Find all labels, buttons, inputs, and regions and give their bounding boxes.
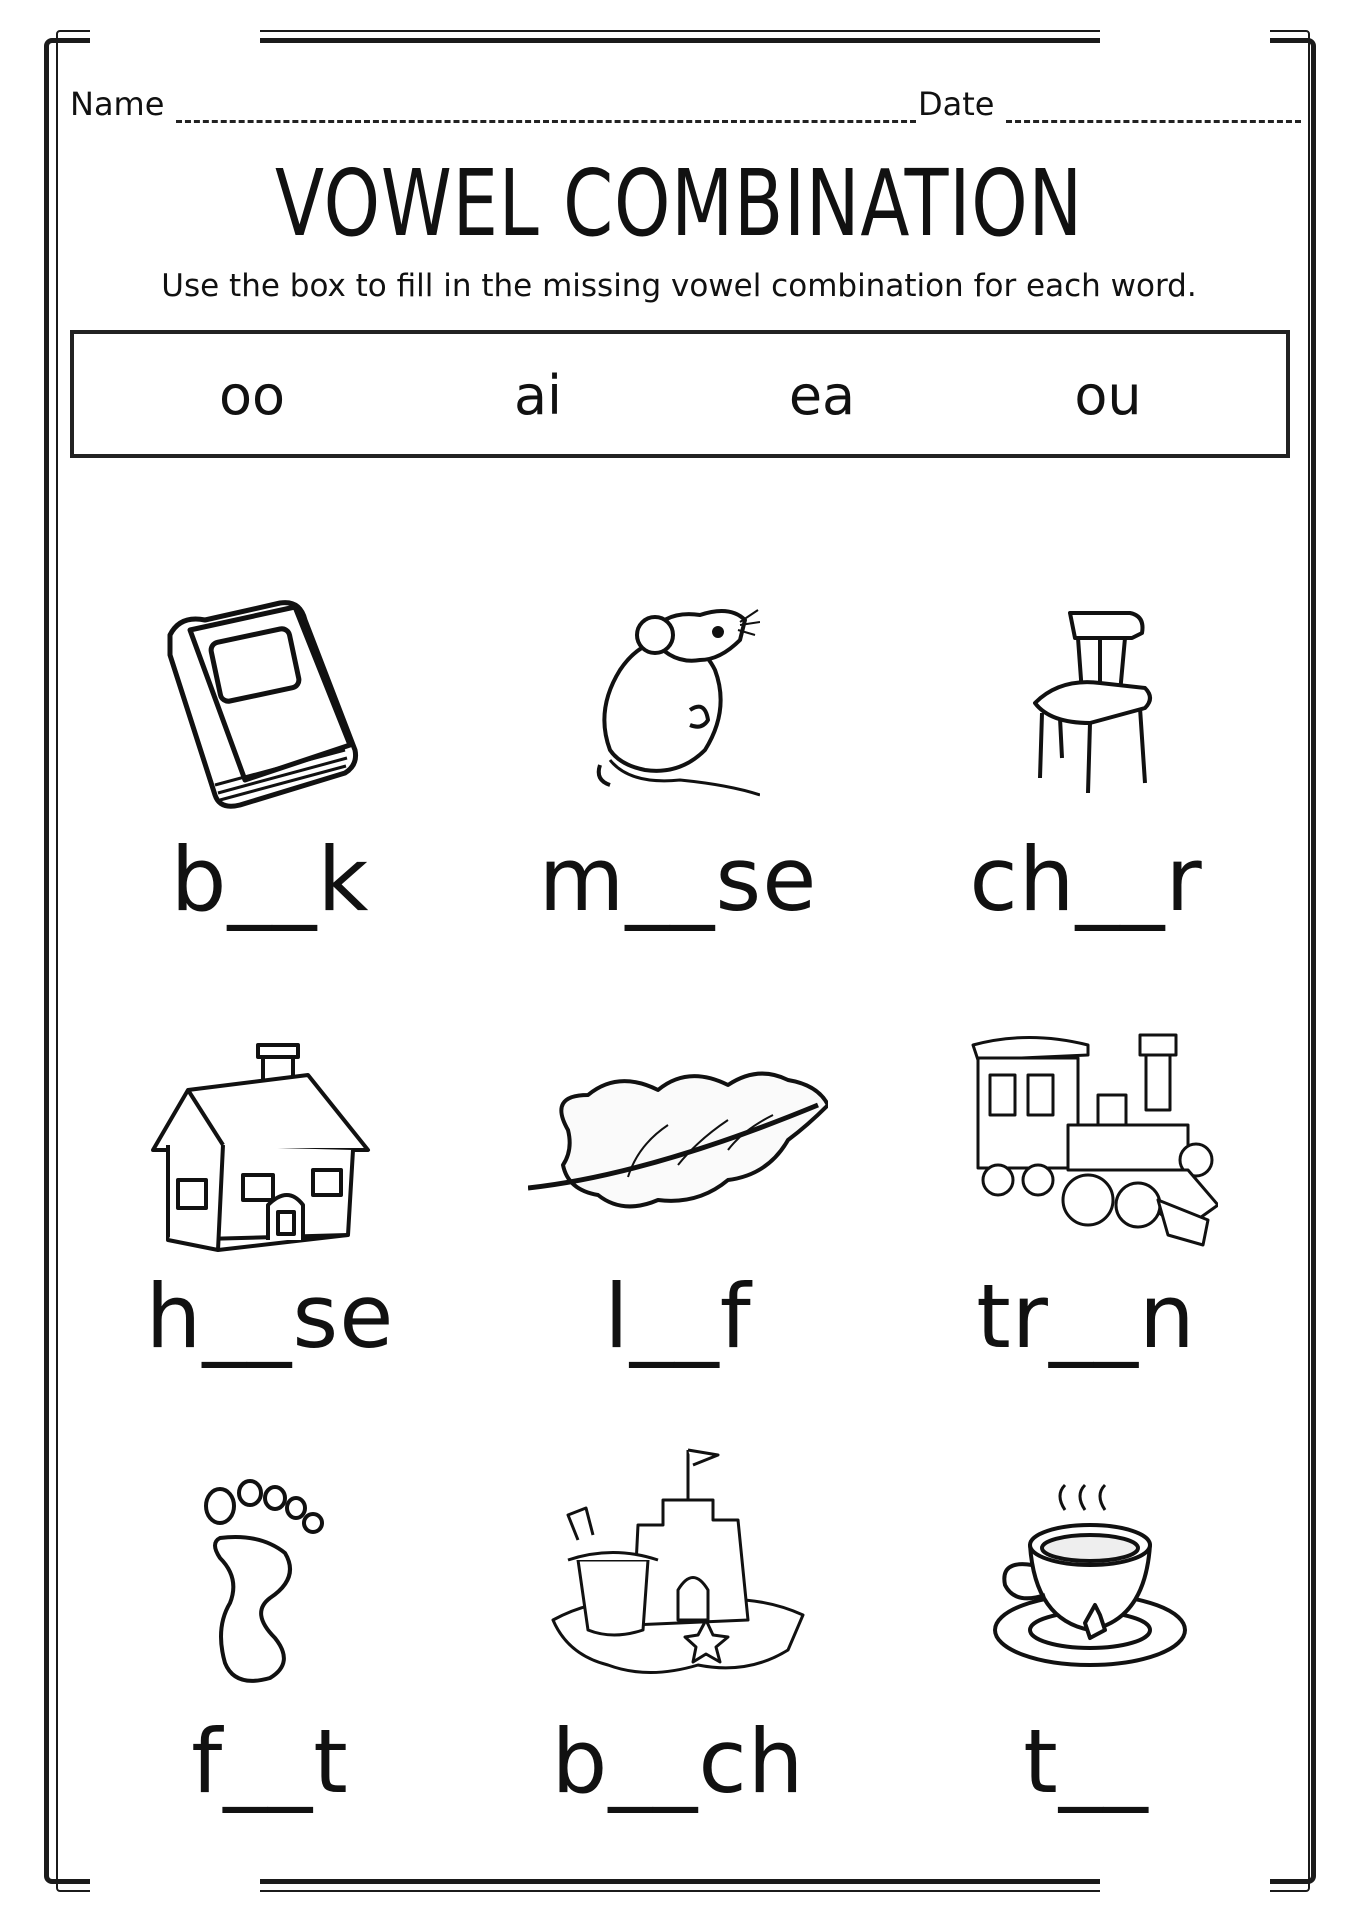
name-line[interactable]: [176, 96, 916, 123]
instruction-text: Use the box to fill in the missing vowel combination for each word.: [147, 268, 1210, 304]
option-ea: ea: [788, 364, 856, 427]
word-2: m__se: [538, 828, 818, 931]
option-ou: ou: [1074, 364, 1142, 427]
word-5: l__f: [604, 1265, 752, 1368]
word-9: t__: [1023, 1710, 1149, 1813]
book-icon: [160, 595, 370, 815]
corner-decoration: [90, 1874, 260, 1894]
word-3: ch__r: [969, 828, 1203, 931]
mouse-icon: [590, 600, 760, 805]
word-1: b__k: [170, 828, 370, 931]
teacup-icon: [990, 1480, 1190, 1675]
sandcastle-icon: [548, 1440, 808, 1695]
house-icon: [148, 1040, 378, 1255]
name-label: Name: [70, 85, 165, 123]
train-icon: [968, 1030, 1218, 1260]
option-ai: ai: [513, 364, 563, 427]
chair-icon: [1020, 608, 1160, 798]
word-7: f__t: [191, 1710, 349, 1813]
word-bank-box: [70, 330, 1290, 458]
word-6: tr__n: [976, 1265, 1196, 1368]
word-4: h__se: [145, 1265, 395, 1368]
corner-decoration: [90, 28, 260, 48]
corner-decoration: [1100, 1874, 1270, 1894]
date-field[interactable]: [918, 85, 1301, 123]
page-title: VOWEL COMBINATION: [275, 150, 1083, 257]
date-label: Date: [918, 85, 995, 123]
leaf-icon: [528, 1065, 828, 1230]
date-line[interactable]: [1006, 96, 1301, 123]
name-field[interactable]: [70, 85, 916, 123]
foot-icon: [200, 1478, 330, 1688]
corner-decoration: [1100, 28, 1270, 48]
word-8: b__ch: [551, 1710, 805, 1813]
option-oo: oo: [218, 364, 286, 427]
instruction-row: [0, 268, 1358, 304]
